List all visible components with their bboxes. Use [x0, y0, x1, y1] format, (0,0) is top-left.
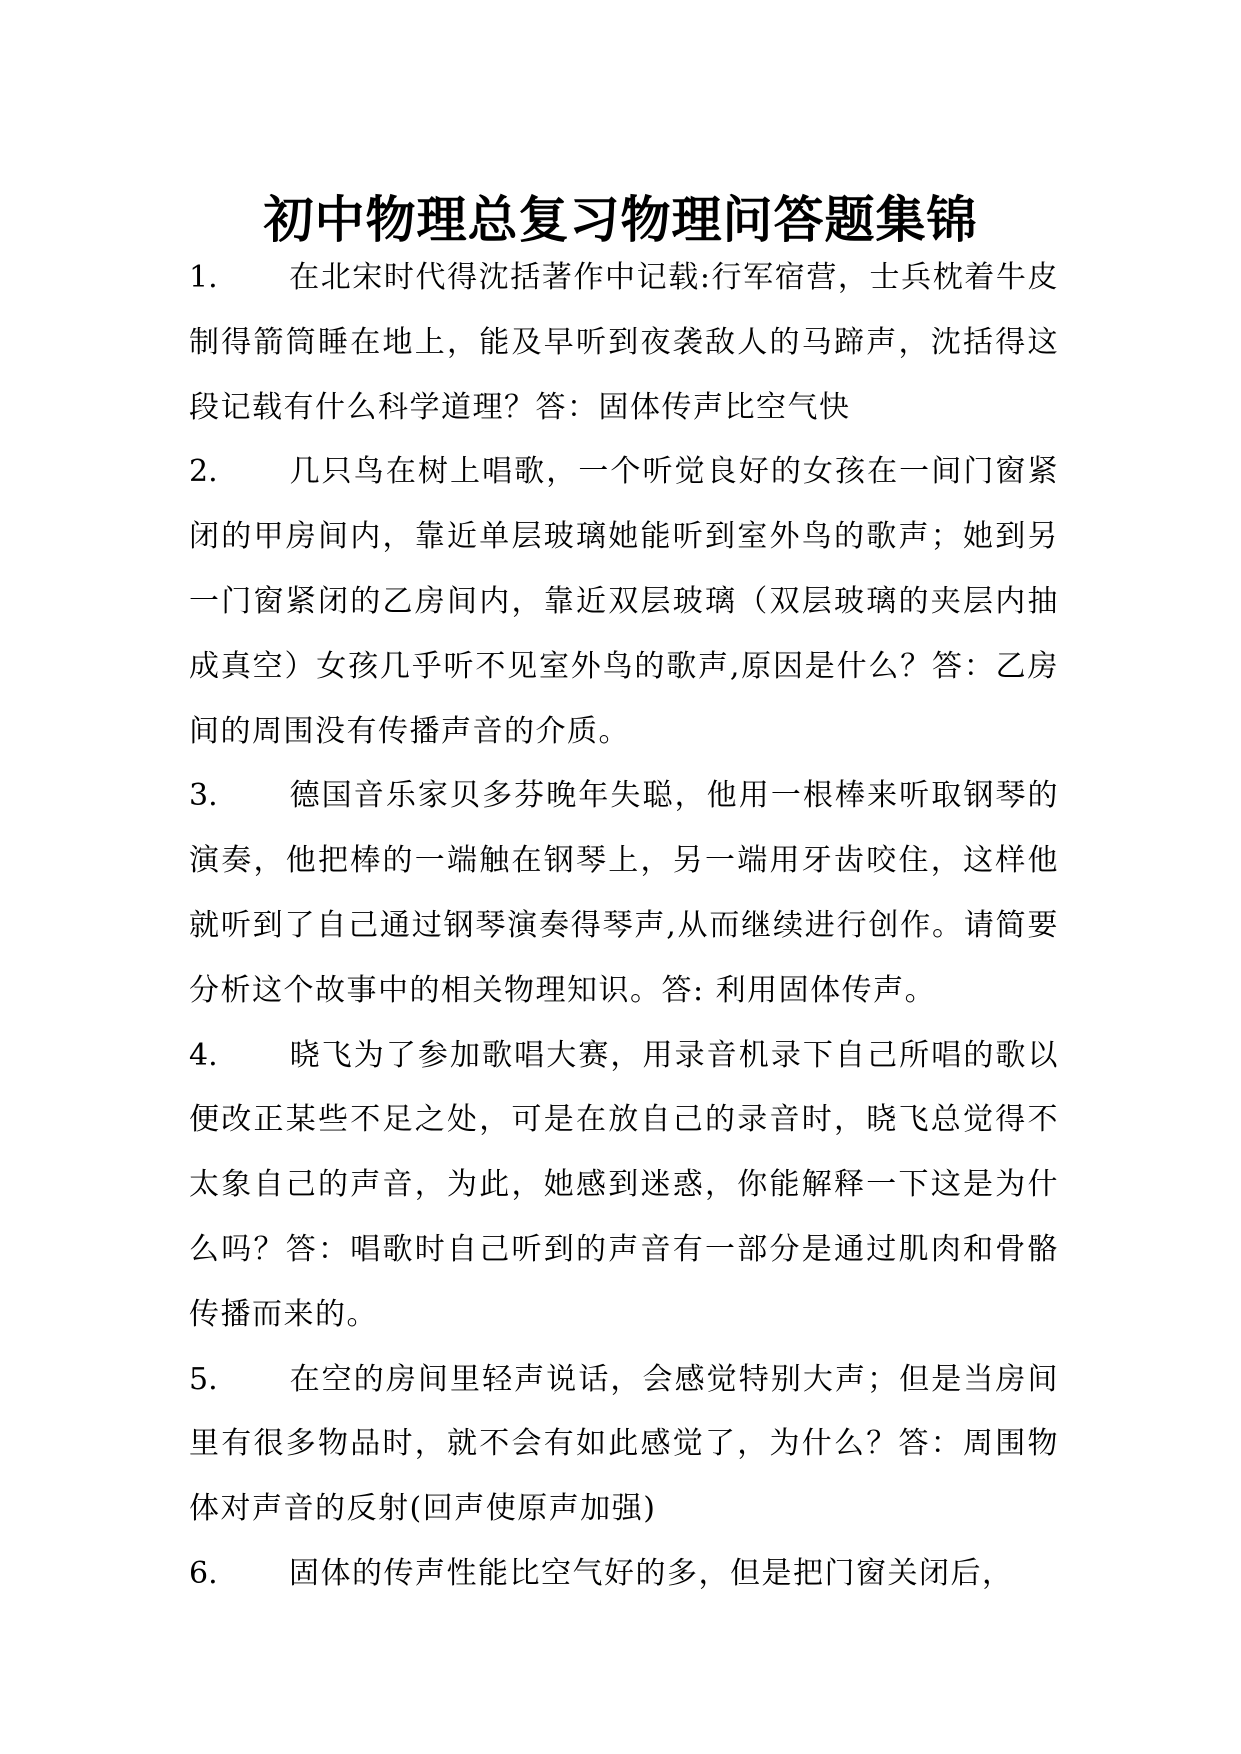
question-text: 在空的房间里轻声说话，会感觉特别大声；但是当房间里有很多物品时，就不会有如此感觉了，为什么？答：周围物体对声音的反射(回声使原声加强) — [189, 1361, 1059, 1527]
question-number: 5. — [189, 1361, 218, 1397]
question-list — [189, 246, 1059, 1607]
question-text: 固体的传声性能比空气好的多，但是把门窗关闭后， — [289, 1555, 1014, 1591]
document-title: 初中物理总复习物理问答题集锦 — [263, 189, 978, 249]
question-text: 在北宋时代得沈括著作中记载:行军宿营，士兵枕着牛皮制得箭筒睡在地上，能及早听到夜袭敌人的马蹄声，沈括得这段记载有什么科学道理？答：固体传声比空气快 — [189, 260, 1059, 425]
question-item-4 — [189, 1024, 1059, 1348]
question-paragraph — [189, 1542, 1059, 1607]
question-number: 2. — [189, 454, 218, 490]
question-number: 4. — [189, 1037, 218, 1073]
question-item-3 — [189, 764, 1059, 1023]
question-number: 6. — [189, 1555, 218, 1591]
question-paragraph — [189, 1348, 1059, 1542]
question-number: 1. — [189, 260, 218, 295]
question-item-2 — [189, 440, 1059, 764]
question-item-6 — [189, 1542, 1059, 1607]
question-item-5 — [189, 1348, 1059, 1542]
question-paragraph — [189, 1024, 1059, 1348]
question-text: 德国音乐家贝多芬晚年失聪，他用一根棒来听取钢琴的演奏，他把棒的一端触在钢琴上，另一端用牙齿咬住，这样他就听到了自己通过钢琴演奏得琴声,从而继续进行创作。请简要分析这个故事中的相关物理知识。答: 利用固体传声。 — [189, 778, 1059, 1008]
question-paragraph — [189, 764, 1059, 1023]
question-number: 3. — [189, 778, 218, 814]
question-text: 几只鸟在树上唱歌，一个听觉良好的女孩在一间门窗紧闭的甲房间内，靠近单层玻璃她能听到室外鸟的歌声；她到另一门窗紧闭的乙房间内，靠近双层玻璃（双层玻璃的夹层内抽成真空）女孩几乎听不见室外鸟的歌声,原因是什么？答：乙房间的周围没有传播声音的介质。 — [189, 454, 1059, 749]
question-paragraph — [189, 440, 1059, 764]
question-item-1 — [189, 246, 1059, 440]
question-text: 晓飞为了参加歌唱大赛，用录音机录下自己所唱的歌以便改正某些不足之处，可是在放自己的录音时，晓飞总觉得不太象自己的声音，为此，她感到迷惑，你能解释一下这是为什么吗？答：唱歌时自己听到的声音有一部分是通过肌肉和骨骼传播而来的。 — [189, 1037, 1059, 1332]
question-paragraph — [189, 246, 1059, 440]
